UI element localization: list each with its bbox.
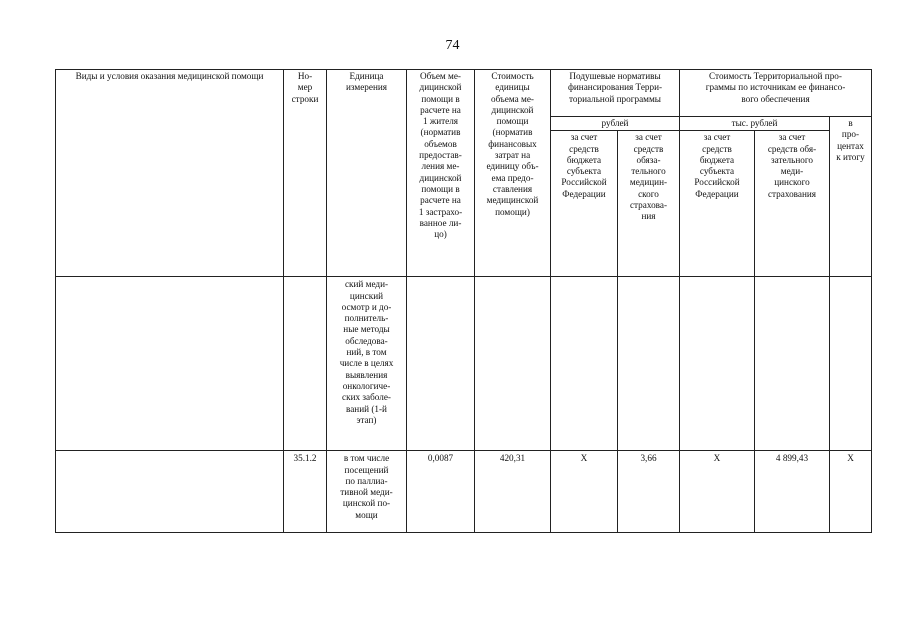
header-row-number: Но- мер строки (284, 70, 327, 277)
cell-type (56, 451, 284, 533)
cell-budget-thousand: Х (680, 451, 755, 533)
cell-volume (407, 277, 475, 451)
cell-budget-thousand (680, 277, 755, 451)
header-unit-thousand-rubles: тыс. рублей (680, 117, 830, 131)
cell-oms-rubles: 3,66 (618, 451, 680, 533)
header-unit-rubles: рублей (551, 117, 680, 131)
header-percent: в про- центах к итогу (830, 117, 872, 277)
cell-budget-rubles (551, 277, 618, 451)
header-oms-rubles: за счет средств обяза- тельного медицин- ского страхова- ния (618, 131, 680, 277)
table-row (56, 277, 872, 451)
page-number: 74 (445, 38, 460, 53)
header-unit: Единица измерения (327, 70, 407, 277)
header-budget-rubles: за счет средств бюджета субъекта Российской Федерации (551, 131, 618, 277)
header-unit-cost: Стоимость единицы объема ме- дицинской помощи (норматив финансовых затрат на единицу объ- ема предо- ставления медицинской помощи) (475, 70, 551, 277)
header-volume: Объем ме- дицинской помощи в расчете на 1 жителя (норматив объемов предостав- ления ме- дицинской помощи в расчете на 1 застрахо- ванное ли- цо) (407, 70, 475, 277)
cell-oms-rubles (618, 277, 680, 451)
cell-unit: в том числе посещений по паллиа- тивной меди- цинской по- мощи (327, 451, 407, 533)
cell-unit-cost (475, 277, 551, 451)
cell-percent (830, 277, 872, 451)
header-row-1 (56, 70, 872, 117)
cell-unit-cost: 420,31 (475, 451, 551, 533)
cell-percent: Х (830, 451, 872, 533)
header-per-capita: Подушевые нормативы финансирования Терри- ториальной программы (551, 70, 680, 117)
cell-budget-rubles: Х (551, 451, 618, 533)
header-program-cost: Стоимость Территориальной про- граммы по источникам ее финансо- вого обеспечения (680, 70, 872, 117)
cell-oms-thousand: 4 899,43 (755, 451, 830, 533)
medical-care-cost-table (55, 69, 872, 533)
cell-type (56, 277, 284, 451)
table-row (56, 451, 872, 533)
cell-unit: ский меди- цинский осмотр и до- полнитель- ные методы обследова- ний, в том числе в целях выявления онкологиче- ских заболе- ваний (1-й этап) (327, 277, 407, 451)
cell-row-number (284, 277, 327, 451)
cell-row-number: 35.1.2 (284, 451, 327, 533)
header-type: Виды и условия оказания медицинской помощи (56, 70, 284, 277)
cell-volume: 0,0087 (407, 451, 475, 533)
header-budget-thousand: за счет средств бюджета субъекта Российской Федерации (680, 131, 755, 277)
header-oms-thousand: за счет средств обя- зательного меди- цинского страхования (755, 131, 830, 277)
cell-oms-thousand (755, 277, 830, 451)
